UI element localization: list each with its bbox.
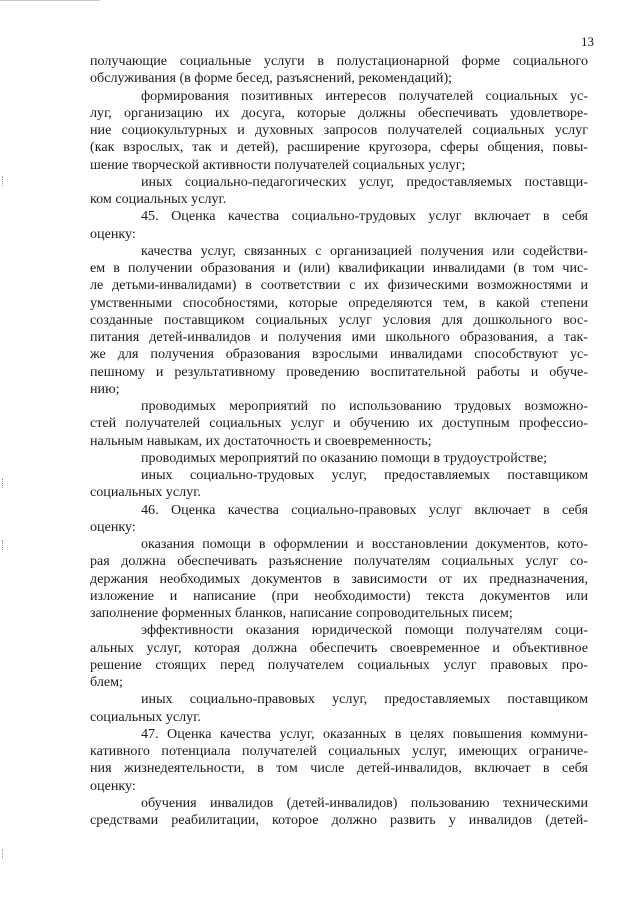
text-line: блем; [90,674,123,690]
text-line: обслуживания (в форме бесед, разъяснений, рекомендаций); [90,70,453,87]
text-line: оценку: [90,225,136,242]
text-line: стей получателей социальных услуг и обучению их доступным профессио- [90,415,588,432]
text-line: качества услуг, связанных с организацией получения или содействи- [141,242,588,259]
page-number: 13 [581,34,594,49]
text-line: нальным навыкам, их достаточность и своевременность; [90,432,432,449]
text-line: держания необходимых документов в зависимости от их предназначения, [90,570,588,587]
text-line: кативного потенциала получателей социальных услуг, имеющих ограниче- [90,743,588,759]
text-line: альных услуг, которая должна обеспечить своевременное и объективное [90,639,588,656]
text-line: луг, организацию их досуга, которые должны обеспечивать удовлетворе- [90,104,588,121]
text-line: ем в получении образования и (или) квалификации инвалидами (в том чис- [90,260,588,276]
text-line: иных социально-трудовых услуг, предоставляемых поставщиком [141,467,588,483]
text-line: созданные поставщиком социальных услуг условия для дошкольного вос- [90,311,588,328]
text-line: средствами реабилитации, которое должно развить у инвалидов (детей- [90,812,588,828]
text-line: заполнение форменных бланков, написание сопроводительных писем; [90,605,513,621]
text-line: получающие социальные услуги в полустационарной форме социального [90,53,588,69]
margin-binding-mark [2,849,5,859]
top-edge-rule [0,0,100,1]
text-line: 45. Оценка качества социально-трудовых услуг включает в себя [141,208,588,225]
document-body [90,53,588,829]
text-line: изложение и написание (при необходимости) текста документов или [90,587,588,604]
text-line: иных социально-педагогических услуг, предоставляемых поставщи- [141,173,588,190]
text-line: 46. Оценка качества социально-правовых услуг включает в себя [141,501,588,518]
text-line: ле детьми-инвалидами) в соответствии с их физическими возможностями и [90,277,588,294]
text-line: 47. Оценка качества услуг, оказанных в целях повышения коммуни- [141,725,588,742]
text-line: питания детей-инвалидов и получения ими школьного образования, а так- [90,329,588,345]
text-line: оценку: [90,518,136,535]
text-line: ния жизнедеятельности, в том числе детей-инвалидов, включает в себя [90,760,588,777]
text-line: ком социальных услуг. [90,191,227,207]
text-line: умственными способностями, которые определяются тем, в какой степени [90,294,588,311]
text-line: проводимых мероприятий по оказанию помощи в трудоустройстве; [141,449,548,466]
text-line: решение стоящих перед получателем социальных услуг правовых про- [90,656,588,673]
text-line: же для получения образования взрослыми инвалидами способствуют ус- [90,346,588,363]
text-line: пешному и результативному проведению воспитательной работы и обуче- [90,363,588,380]
text-line: эффективности оказания юридической помощи получателям соци- [141,622,588,639]
margin-binding-mark [2,540,5,550]
text-line: проводимых мероприятий по использованию трудовых возможно- [141,398,588,414]
text-line: оценку: [90,777,136,794]
text-line: ние социокультурных и духовных запросов получателей социальных услуг [90,122,588,138]
text-line: социальных услуг. [90,484,201,501]
text-line: оказания помощи в оформлении и восстановлении документов, кото- [141,536,588,552]
margin-binding-mark [2,478,5,488]
text-line: нию; [90,380,120,397]
text-line: обучения инвалидов (детей-инвалидов) пользованию техническими [141,794,588,811]
margin-binding-mark [2,176,5,186]
text-line: социальных услуг. [90,708,201,725]
text-line: формирования позитивных интересов получателей социальных ус- [141,87,588,104]
text-line: рая должна обеспечивать разъяснение получателям социальных услуг со- [90,553,588,570]
text-line: иных социально-правовых услуг, предоставляемых поставщиком [141,691,588,708]
text-line: шение творческой активности получателей социальных услуг; [90,156,466,173]
text-line: (как взрослых, так и детей), расширение кругозора, сферы общения, повы- [90,139,588,156]
